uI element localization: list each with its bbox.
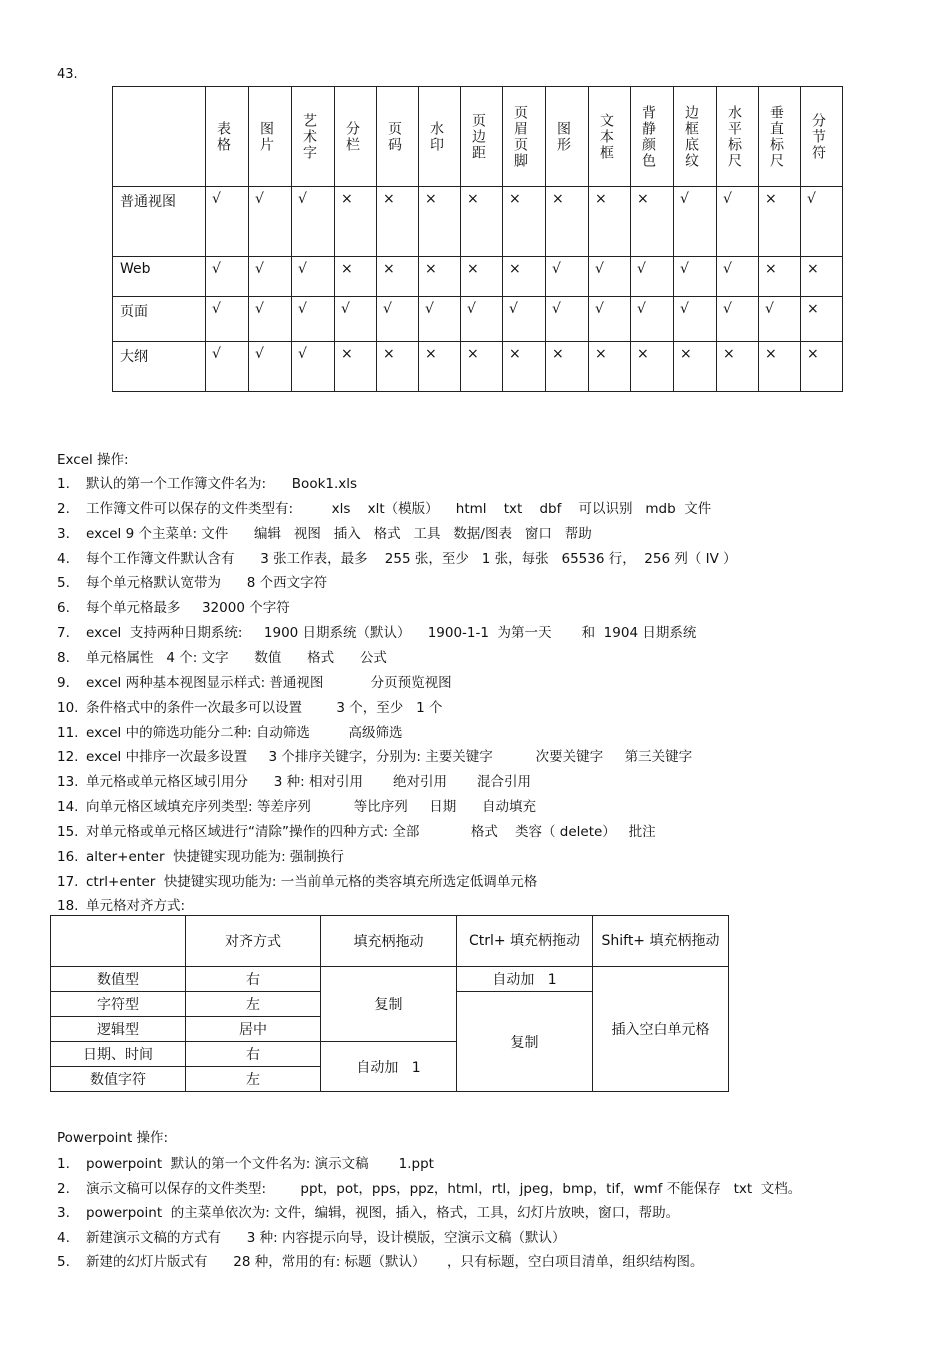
availability-mark: × [461, 342, 503, 392]
item-number: 1. [57, 476, 70, 492]
item-text: powerpoint 默认的第一个文件名为: 演示文稿 1.ppt [86, 1156, 434, 1172]
availability-mark: √ [335, 297, 377, 342]
alignment-header-cell: Ctrl+ 填充柄拖动 [457, 916, 593, 967]
alignment-header-cell: 填充柄拖动 [321, 916, 457, 967]
excel-list-item [57, 795, 536, 815]
availability-mark: × [503, 342, 546, 392]
ctrl-drag-cell: 复制 [457, 992, 593, 1092]
item-text: 工作簿文件可以保存的文件类型有: xls xlt（模版） html txt dbf 可以识别 mdb 文件 [86, 500, 712, 517]
availability-mark: √ [546, 297, 589, 342]
availability-mark: × [335, 257, 377, 297]
item-number: 2. [57, 1180, 70, 1197]
align-value-cell: 左 [186, 1067, 321, 1092]
availability-mark: × [503, 257, 546, 297]
view-table-header-cell: 垂直标尺 [759, 87, 801, 187]
availability-mark: × [546, 187, 589, 257]
excel-list-item [57, 696, 442, 716]
availability-mark: √ [249, 257, 292, 297]
item-number: 3. [57, 1205, 70, 1221]
availability-mark: × [377, 342, 419, 392]
item-number: 2. [57, 500, 70, 517]
excel-list-item [57, 497, 711, 517]
view-table-header-cell: 页码 [377, 87, 419, 187]
row-label-cell: 字符型 [51, 992, 186, 1017]
excel-list-item [57, 472, 357, 492]
align-value-cell: 右 [186, 967, 321, 992]
item-number: 5. [57, 575, 70, 592]
excel-list-item [57, 745, 692, 765]
view-table-header-cell: 页边距 [461, 87, 503, 187]
align-value-cell: 右 [186, 1042, 321, 1067]
item-text: 新建的幻灯片版式有 28 种，常用的有: 标题（默认） ，只有标题，空白项目清单，组织结构图。 [86, 1254, 704, 1270]
align-value-cell: 居中 [186, 1017, 321, 1042]
availability-mark: √ [249, 187, 292, 257]
item-number: 13. [57, 774, 79, 791]
view-table-header-cell [113, 87, 206, 187]
availability-mark: × [419, 342, 461, 392]
ppt-list-item [57, 1226, 565, 1246]
row-label-cell: 数值型 [51, 967, 186, 992]
availability-mark: √ [206, 257, 249, 297]
availability-mark: √ [801, 187, 843, 257]
item-number: 15. [57, 823, 79, 840]
availability-mark: × [377, 257, 419, 297]
availability-mark: √ [759, 297, 801, 342]
view-table-header-cell: 表格 [206, 87, 249, 187]
item-text: 默认的第一个工作簿文件名为: Book1.xls [86, 476, 358, 492]
item-number: 5. [57, 1254, 70, 1270]
view-table-header-cell: 分栏 [335, 87, 377, 187]
item-number: 4. [57, 550, 70, 567]
excel-list-item [57, 845, 344, 865]
excel-list-item [57, 894, 185, 914]
excel-list-item [57, 621, 696, 641]
availability-mark: × [801, 342, 843, 392]
item-number: 16. [57, 848, 79, 865]
view-table-header-cell: 背静颜色 [631, 87, 674, 187]
align-value-cell: 左 [186, 992, 321, 1017]
ppt-list-item [57, 1250, 704, 1270]
availability-mark: √ [589, 297, 631, 342]
view-table-header-cell: 图形 [546, 87, 589, 187]
ppt-list-item [57, 1152, 434, 1172]
availability-mark: √ [206, 342, 249, 392]
item-text: 单元格属性 4 个: 文字 数值 格式 公式 [86, 649, 387, 666]
view-table-header-cell: 图片 [249, 87, 292, 187]
view-table-header-cell: 边框底纹 [674, 87, 717, 187]
availability-mark: × [631, 342, 674, 392]
view-name-cell: 大纲 [113, 342, 206, 392]
availability-mark: √ [631, 257, 674, 297]
item-text: 新建演示文稿的方式有 3 种: 内容提示向导，设计模版，空演示文稿（默认） [86, 1229, 566, 1246]
availability-mark: × [674, 342, 717, 392]
fill-drag-cell: 自动加 1 [321, 1042, 457, 1092]
item-number: 18. [57, 898, 79, 915]
view-table-header-cell: 艺术字 [292, 87, 335, 187]
row-label-cell: 数值字符 [51, 1067, 186, 1092]
view-name-cell: 普通视图 [113, 187, 206, 257]
alignment-header-cell: 对齐方式 [186, 916, 321, 967]
availability-mark: × [589, 187, 631, 257]
availability-mark: × [419, 257, 461, 297]
item-text: 单元格或单元格区域引用分 3 种: 相对引用 绝对引用 混合引用 [86, 774, 532, 791]
availability-mark: × [801, 257, 843, 297]
view-table-header-cell: 文本框 [589, 87, 631, 187]
availability-mark: × [335, 342, 377, 392]
fill-drag-cell: 复制 [321, 967, 457, 1042]
item-text: excel 两种基本视图显示样式: 普通视图 分页预览视图 [86, 674, 452, 691]
availability-mark: √ [292, 342, 335, 392]
view-table-row [113, 342, 843, 392]
excel-list-item [57, 571, 327, 591]
question-number: 43. [57, 67, 78, 82]
item-text: 对单元格或单元格区域进行“清除”操作的四种方式: 全部 格式 类容（ delete） 批注 [86, 823, 656, 840]
item-number: 8. [57, 649, 70, 666]
availability-mark: × [631, 187, 674, 257]
item-number: 12. [57, 749, 79, 766]
item-number: 17. [57, 873, 79, 890]
excel-list-item [57, 770, 531, 790]
availability-mark: × [759, 342, 801, 392]
availability-mark: √ [249, 297, 292, 342]
view-table-header-row [113, 87, 843, 187]
item-number: 14. [57, 799, 79, 816]
view-name-cell: Web [113, 257, 206, 297]
excel-list-item [57, 646, 387, 666]
excel-list-item [57, 596, 290, 616]
item-text: excel 9 个主菜单: 文件 编辑 视图 插入 格式 工具 数据/图表 窗口 帮助 [86, 525, 592, 542]
availability-mark: √ [674, 257, 717, 297]
availability-mark: √ [419, 297, 461, 342]
alignment-header-cell [51, 916, 186, 967]
availability-mark: √ [377, 297, 419, 342]
availability-mark: √ [589, 257, 631, 297]
availability-mark: × [589, 342, 631, 392]
availability-mark: × [461, 187, 503, 257]
excel-list-item [57, 820, 656, 840]
item-text: excel 中排序一次最多设置 3 个排序关键字，分别为: 主要关键字 次要关键字 第三关键字 [86, 749, 693, 766]
availability-mark: √ [292, 297, 335, 342]
view-table-header-cell: 水印 [419, 87, 461, 187]
alignment-table [50, 915, 729, 1092]
item-text: excel 支持两种日期系统: 1900 日期系统（默认） 1900-1-1 为第一天 和 1904 日期系统 [86, 625, 697, 642]
item-text: powerpoint 的主菜单依次为: 文件，编辑，视图，插入，格式，工具，幻灯片放映，窗口，帮助。 [86, 1205, 680, 1221]
item-number: 3. [57, 525, 70, 542]
excel-list-item [57, 522, 592, 542]
availability-mark: × [546, 342, 589, 392]
availability-mark: √ [717, 187, 759, 257]
ctrl-drag-cell: 自动加 1 [457, 967, 593, 992]
item-number: 9. [57, 674, 70, 691]
availability-mark: × [461, 257, 503, 297]
availability-mark: × [801, 297, 843, 342]
availability-mark: √ [717, 257, 759, 297]
availability-mark: √ [717, 297, 759, 342]
view-table-row [113, 187, 843, 257]
item-text: 每个工作簿文件默认含有 3 张工作表，最多 255 张，至少 1 张，每张 65536 行， 256 列（ IV ） [86, 550, 737, 567]
excel-list-item [57, 547, 737, 567]
availability-mark: × [759, 257, 801, 297]
row-label-cell: 逻辑型 [51, 1017, 186, 1042]
excel-section-title: Excel 操作: [57, 452, 129, 468]
availability-mark: √ [292, 187, 335, 257]
availability-mark: × [377, 187, 419, 257]
availability-mark: √ [546, 257, 589, 297]
item-text: alter+enter 快捷键实现功能为: 强制换行 [86, 848, 344, 865]
item-number: 7. [57, 625, 70, 642]
alignment-table-row [51, 967, 729, 992]
alignment-table-header-row [51, 916, 729, 967]
ppt-section-title: Powerpoint 操作: [57, 1130, 169, 1146]
view-table-row [113, 257, 843, 297]
row-label-cell: 日期、时间 [51, 1042, 186, 1067]
availability-mark: × [335, 187, 377, 257]
item-number: 10. [57, 699, 79, 716]
availability-mark: √ [674, 187, 717, 257]
view-table-row [113, 297, 843, 342]
availability-mark: √ [249, 342, 292, 392]
item-number: 6. [57, 600, 70, 617]
item-text: ctrl+enter 快捷键实现功能为: 一当前单元格的类容填充所选定低调单元格 [86, 873, 538, 890]
item-text: 向单元格区域填充序列类型: 等差序列 等比序列 日期 自动填充 [86, 799, 536, 816]
availability-mark: √ [292, 257, 335, 297]
item-text: 条件格式中的条件一次最多可以设置 3 个，至少 1 个 [86, 699, 443, 716]
availability-mark: √ [461, 297, 503, 342]
item-text: 演示文稿可以保存的文件类型: ppt，pot，pps，ppz，html，rtl，jpeg，bmp，tif，wmf 不能保存 txt 文档。 [86, 1180, 802, 1197]
shift-drag-cell: 插入空白单元格 [593, 967, 729, 1092]
excel-list-item [57, 721, 403, 741]
ppt-list-item [57, 1177, 801, 1197]
item-number: 11. [57, 724, 79, 741]
availability-mark: × [759, 187, 801, 257]
item-number: 1. [57, 1156, 70, 1172]
view-table-header-cell: 分节符 [801, 87, 843, 187]
availability-mark: √ [674, 297, 717, 342]
view-feature-table [112, 86, 843, 392]
excel-list-item [57, 671, 452, 691]
item-text: excel 中的筛选功能分二种: 自动筛选 高级筛选 [86, 724, 403, 741]
excel-list-item [57, 870, 537, 890]
alignment-header-cell: Shift+ 填充柄拖动 [593, 916, 729, 967]
item-text: 单元格对齐方式: [86, 898, 186, 915]
availability-mark: √ [206, 297, 249, 342]
view-table-header-cell: 页眉页脚 [503, 87, 546, 187]
availability-mark: √ [631, 297, 674, 342]
availability-mark: √ [206, 187, 249, 257]
view-name-cell: 页面 [113, 297, 206, 342]
availability-mark: × [717, 342, 759, 392]
item-text: 每个单元格最多 32000 个字符 [86, 600, 290, 617]
item-text: 每个单元格默认宽带为 8 个西文字符 [86, 575, 328, 592]
ppt-list-item [57, 1201, 679, 1221]
availability-mark: × [419, 187, 461, 257]
availability-mark: √ [503, 297, 546, 342]
availability-mark: × [503, 187, 546, 257]
item-number: 4. [57, 1229, 70, 1246]
view-table-header-cell: 水平标尺 [717, 87, 759, 187]
